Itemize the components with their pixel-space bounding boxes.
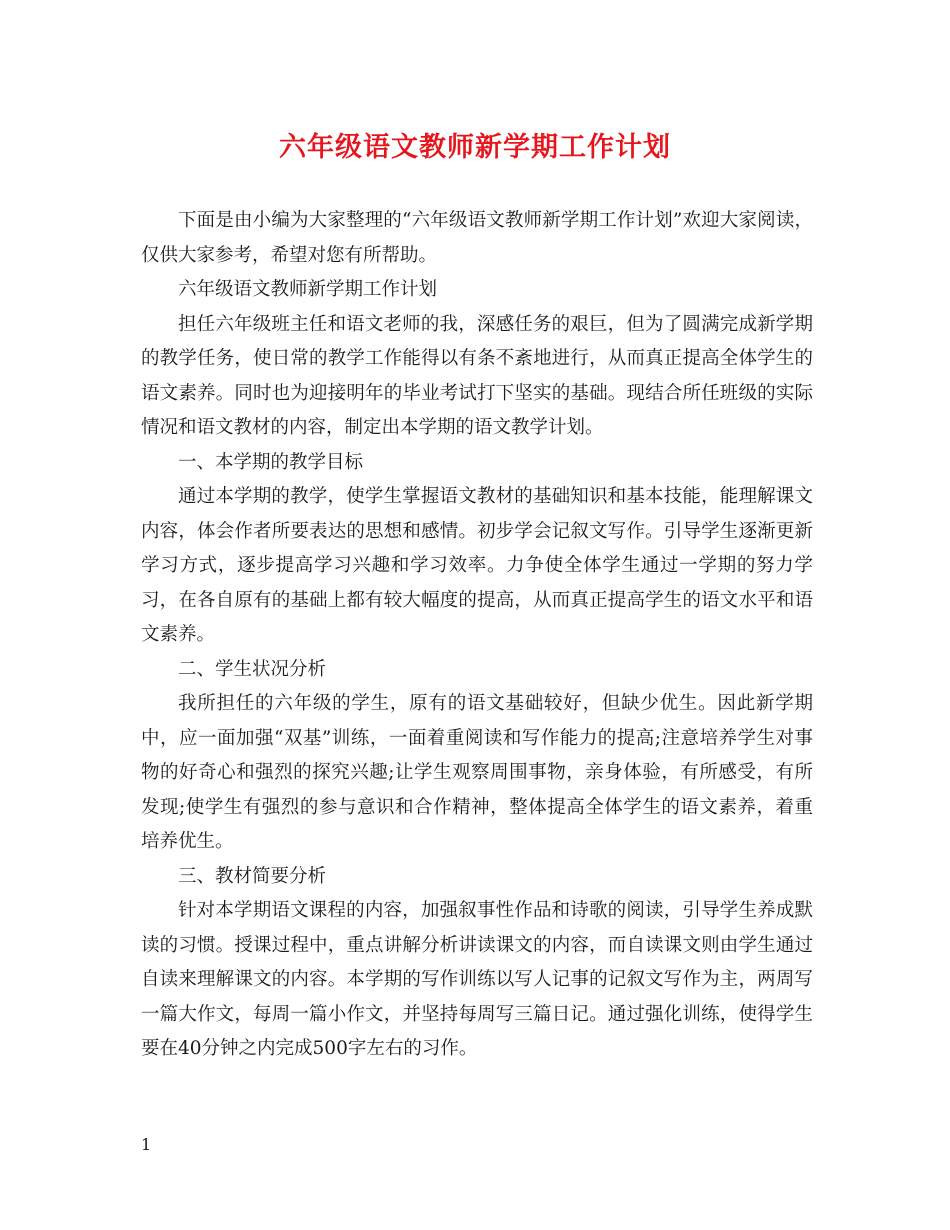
page-number: 1 — [141, 1135, 152, 1154]
section-heading-students: 二、学生状况分析 — [178, 658, 327, 680]
document-body — [141, 204, 813, 1067]
opening-paragraph: 担任六年级班主任和语文老师的我，深感任务的艰巨，但为了圆满完成新学期的教学任务，使日常的教学工作能得以有条不紊地进行，从而真正提高全体学生的语文素养。同时也为迎接明年的毕业考试打下坚实的基础。现结合所任班级的实际情况和语文教材的内容，制定出本学期的语文教学计划。 — [141, 313, 813, 438]
students-paragraph: 我所担任的六年级的学生，原有的语文基础较好，但缺少优生。因此新学期中，应一面加强“双基”训练，一面着重阅读和写作能力的提高;注意培养学生对事物的好奇心和强烈的探究兴趣;让学生观察周围事物，亲身体验，有所感受，有所发现;使学生有强烈的参与意识和合作精神，整体提高全体学生的语文素养，着重培养优生。 — [141, 693, 813, 852]
section-heading-textbook: 三、教材简要分析 — [178, 865, 327, 887]
goals-paragraph: 通过本学期的教学，使学生掌握语文教材的基础知识和基本技能，能理解课文内容，体会作者所要表达的思想和感情。初步学会记叙文写作。引导学生逐渐更新学习方式，逐步提高学习兴趣和学习效率。力争使全体学生通过一学期的努力学习，在各自原有的基础上都有较大幅度的提高，从而真正提高学生的语文水平和语文素养。 — [141, 486, 813, 645]
intro-paragraph: 下面是由小编为大家整理的“六年级语文教师新学期工作计划”欢迎大家阅读，仅供大家参考，希望对您有所帮助。 — [141, 210, 813, 266]
textbook-paragraph: 针对本学期语文课程的内容，加强叙事性作品和诗歌的阅读，引导学生养成默读的习惯。授课过程中，重点讲解分析讲读课文的内容，而自读课文则由学生通过自读来理解课文的内容。本学期的写作训练以写人记事的记叙文写作为主，两周写一篇大作文，每周一篇小作文，并坚持每周写三篇日记。通过强化训练，使得学生要在40分钟之内完成500字左右的习作。 — [141, 900, 813, 1059]
subtitle-paragraph: 六年级语文教师新学期工作计划 — [178, 279, 438, 300]
section-heading-goals: 一、本学期的教学目标 — [178, 451, 364, 473]
document-title: 六年级语文教师新学期工作计划 — [279, 132, 671, 163]
